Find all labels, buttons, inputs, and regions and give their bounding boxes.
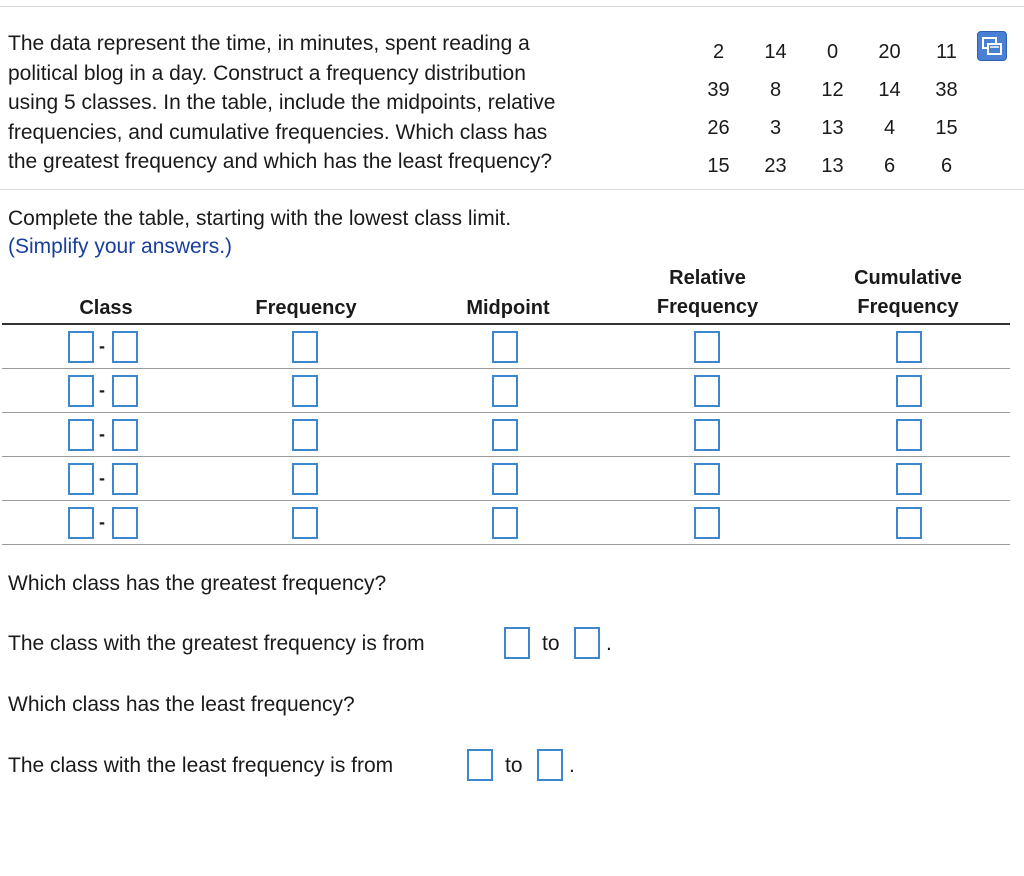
class-upper-input[interactable] bbox=[112, 507, 138, 539]
greatest-to-input[interactable] bbox=[574, 627, 600, 659]
cumulative-frequency-input[interactable] bbox=[896, 419, 922, 451]
answer-greatest-prefix: The class with the greatest frequency is from bbox=[8, 632, 425, 655]
class-lower-input[interactable] bbox=[68, 419, 94, 451]
greatest-from-input[interactable] bbox=[504, 627, 530, 659]
instructions-main: Complete the table, starting with the lowest class limit. bbox=[8, 207, 512, 230]
class-lower-input[interactable] bbox=[68, 331, 94, 363]
data-cell: 4 bbox=[883, 116, 896, 139]
header-class: Class bbox=[79, 297, 133, 319]
frequency-input[interactable] bbox=[292, 419, 318, 451]
frequency-input[interactable] bbox=[292, 331, 318, 363]
answer-least-prefix: The class with the least frequency is from bbox=[8, 754, 394, 777]
cumulative-frequency-input[interactable] bbox=[896, 507, 922, 539]
midpoint-input[interactable] bbox=[492, 331, 518, 363]
header-cumulative-line1: Cumulative bbox=[854, 267, 962, 289]
relative-frequency-input[interactable] bbox=[694, 375, 720, 407]
table-row bbox=[2, 325, 1010, 369]
midpoint-input[interactable] bbox=[492, 463, 518, 495]
midpoint-input[interactable] bbox=[492, 419, 518, 451]
data-cell: 0 bbox=[826, 40, 839, 63]
table-row bbox=[2, 501, 1010, 545]
class-dash: - bbox=[99, 336, 105, 356]
class-upper-input[interactable] bbox=[112, 463, 138, 495]
copy-data-icon[interactable] bbox=[977, 31, 1007, 61]
data-table bbox=[690, 33, 975, 185]
header-midpoint: Midpoint bbox=[466, 297, 550, 319]
data-cell: 3 bbox=[769, 116, 782, 139]
instructions bbox=[8, 205, 511, 261]
data-cell: 14 bbox=[878, 78, 901, 101]
cumulative-frequency-input[interactable] bbox=[896, 331, 922, 363]
midpoint-input[interactable] bbox=[492, 507, 518, 539]
cumulative-frequency-input[interactable] bbox=[896, 463, 922, 495]
header-frequency: Frequency bbox=[255, 297, 357, 319]
data-row bbox=[690, 109, 975, 147]
frequency-input[interactable] bbox=[292, 463, 318, 495]
least-to-input[interactable] bbox=[537, 749, 563, 781]
header-relative-line1: Relative bbox=[669, 267, 746, 289]
class-lower-input[interactable] bbox=[68, 375, 94, 407]
data-cell: 26 bbox=[707, 116, 730, 139]
class-dash: - bbox=[99, 424, 105, 444]
table-row bbox=[2, 413, 1010, 457]
data-cell: 6 bbox=[883, 154, 896, 177]
data-row bbox=[690, 147, 975, 185]
top-divider bbox=[0, 6, 1024, 7]
data-cell: 13 bbox=[821, 116, 844, 139]
data-cell: 15 bbox=[935, 116, 958, 139]
data-cell: 38 bbox=[935, 78, 958, 101]
data-cell: 8 bbox=[769, 78, 782, 101]
class-dash: - bbox=[99, 512, 105, 532]
problem-statement bbox=[8, 29, 658, 177]
header-cumulative-frequency bbox=[838, 264, 978, 322]
relative-frequency-input[interactable] bbox=[694, 331, 720, 363]
problem-line: frequencies, and cumulative frequencies. Which class has bbox=[8, 120, 548, 144]
class-upper-input[interactable] bbox=[112, 375, 138, 407]
data-cell: 6 bbox=[940, 154, 953, 177]
frequency-input[interactable] bbox=[292, 507, 318, 539]
header-cumulative-line2: Frequency bbox=[857, 296, 959, 318]
data-cell: 39 bbox=[707, 78, 730, 101]
least-to-word: to bbox=[505, 754, 523, 777]
cumulative-frequency-input[interactable] bbox=[896, 375, 922, 407]
question-least: Which class has the least frequency? bbox=[8, 693, 355, 716]
data-row bbox=[690, 33, 975, 71]
table-row bbox=[2, 457, 1010, 501]
data-row bbox=[690, 71, 975, 109]
class-upper-input[interactable] bbox=[112, 419, 138, 451]
data-cell: 11 bbox=[936, 40, 957, 63]
problem-line: political blog in a day. Construct a frequency distribution bbox=[8, 61, 526, 85]
class-lower-input[interactable] bbox=[68, 463, 94, 495]
data-cell: 20 bbox=[878, 40, 901, 63]
relative-frequency-input[interactable] bbox=[694, 463, 720, 495]
data-cell: 14 bbox=[764, 40, 787, 63]
data-cell: 13 bbox=[821, 154, 844, 177]
table-row bbox=[2, 369, 1010, 413]
table-header bbox=[0, 264, 1010, 324]
question-greatest: Which class has the greatest frequency? bbox=[8, 572, 387, 595]
data-cell: 2 bbox=[712, 40, 725, 63]
midpoint-input[interactable] bbox=[492, 375, 518, 407]
header-relative-line2: Frequency bbox=[656, 296, 759, 318]
data-cell: 15 bbox=[707, 154, 730, 177]
least-from-input[interactable] bbox=[467, 749, 493, 781]
instructions-hint: (Simplify your answers.) bbox=[8, 235, 233, 258]
class-upper-input[interactable] bbox=[112, 331, 138, 363]
class-dash: - bbox=[99, 468, 105, 488]
greatest-period: . bbox=[606, 632, 612, 655]
class-dash: - bbox=[99, 380, 105, 400]
class-lower-input[interactable] bbox=[68, 507, 94, 539]
section-divider bbox=[0, 189, 1024, 190]
frequency-input[interactable] bbox=[292, 375, 318, 407]
data-cell: 12 bbox=[821, 78, 844, 101]
relative-frequency-input[interactable] bbox=[694, 419, 720, 451]
problem-line: the greatest frequency and which has the least frequency? bbox=[8, 150, 553, 173]
header-relative-frequency bbox=[640, 264, 775, 322]
relative-frequency-input[interactable] bbox=[694, 507, 720, 539]
greatest-to-word: to bbox=[542, 632, 560, 655]
problem-line: The data represent the time, in minutes, spent reading a bbox=[8, 32, 530, 55]
least-period: . bbox=[569, 754, 575, 777]
problem-line: using 5 classes. In the table, include the midpoints, relative bbox=[8, 91, 556, 114]
data-cell: 23 bbox=[764, 154, 787, 177]
